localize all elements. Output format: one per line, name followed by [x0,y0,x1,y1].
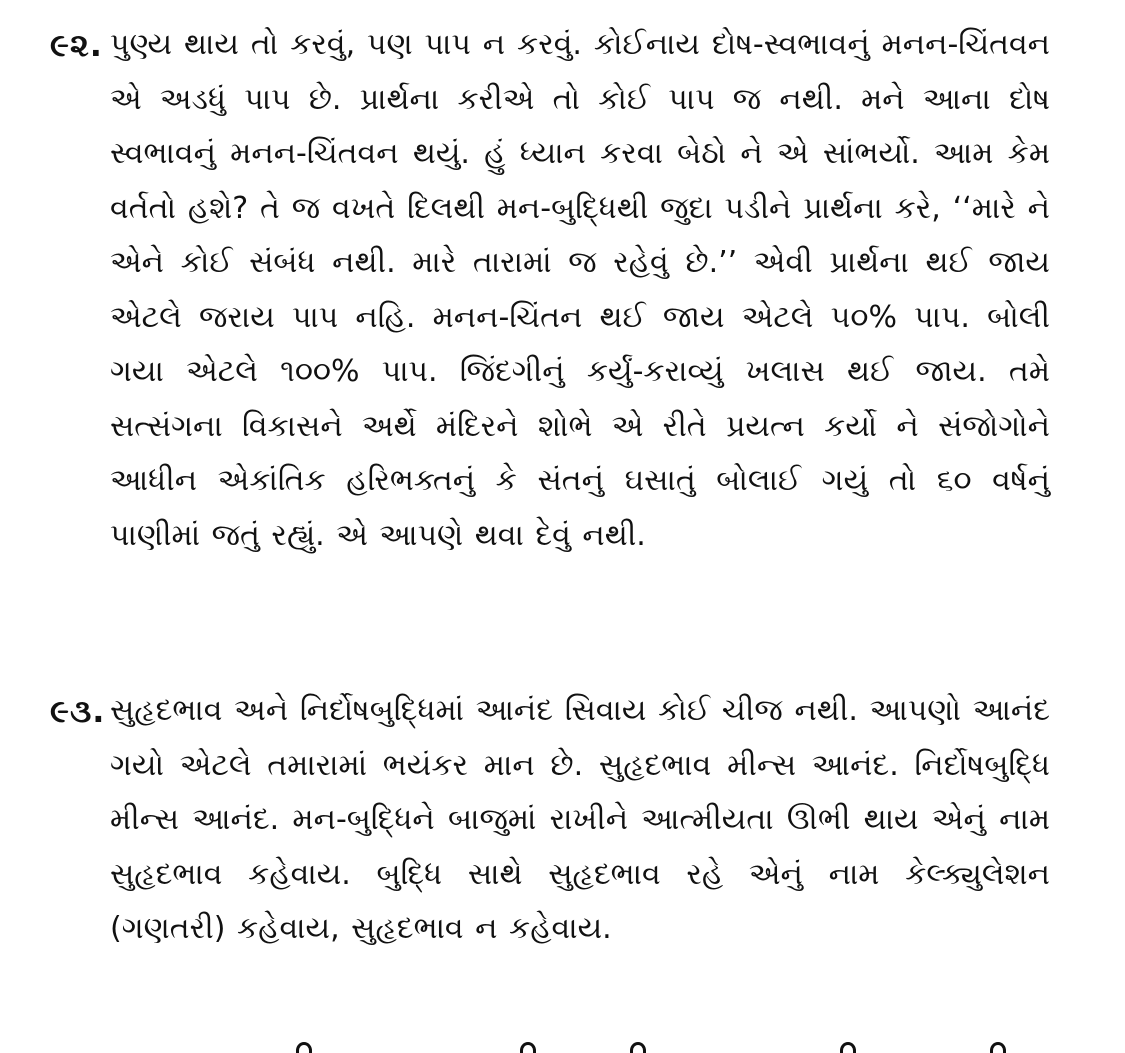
paragraph-number: ૯૩. [50,692,106,730]
paragraph-text: પુણ્ય થાય તો કરવું, પણ પાપ ન કરવું. કોઈનાય દોષ-સ્વભાવનું મનન-ચિંતવન એ અડધું પાપ છે. પ્રાર્થના કરીએ તો કોઈ પાપ જ નથી. મને આના દોષ સ્વભાવનું મનન-ચિંતવન થયું. હું ધ્યાન કરવા બેઠો ને એ સાંભર્યો. આમ કેમ વર્તતો હશે? તે જ વખતે દિલથી મન-બુદ્ધિથી જુદા પડીને પ્રાર્થના કરે, ‘‘મારે ને એને કોઈ સંબંધ નથી. મારે તારામાં જ રહેવું છે.’’ એવી પ્રાર્થના થઈ જાય એટલે જરાય પાપ નહિ. મનન-ચિંતન થઈ જાય એટલે ૫૦% પાપ. બોલી ગયા એટલે ૧૦૦% પાપ. જિંદગીનું કર્યું-કરાવ્યું ખલાસ થઈ જાય. તમે સત્સંગના વિકાસને અર્થે મંદિરને શોભે એ રીતે પ્રયત્ન કર્યો ને સંજોગોને આધીન એકાંતિક હરિભક્તનું કે સંતનું ઘસાતું બોલાઈ ગયું તો ૬૦ વર્ષનું પાણીમાં જતું રહ્યું. એ આપણે થવા દેવું નથી. [110,27,1050,553]
paragraph-number: ૯૨. [50,26,103,64]
paragraph-text: સુહૃદભાવ અને નિર્દોષબુદ્ધિમાં આનંદ સિવાય કોઈ ચીજ નથી. આપણો આનંદ ગયો એટલે તમારામાં ભયંકર માન છે. સુહૃદભાવ મીન્સ આનંદ. નિર્દોષબુદ્ધિ મીન્સ આનંદ. મન-બુદ્ધિને બાજુમાં રાખીને આત્મીયતા ઊભી થાય એનું નામ સુહૃદભાવ કહેવાય. બુદ્ધિ સાથે સુહૃદભાવ રહે એનું નામ કેલ્ક્યુલેશન (ગણતરી) કહેવાય, સુહૃદભાવ ન કહેવાય. [110,693,1050,946]
cropped-glyph [630,1042,646,1053]
numbered-paragraph-92 [50,18,1050,563]
cropped-next-line [110,1036,1010,1053]
cropped-glyph [520,1042,536,1053]
numbered-paragraph-93 [50,684,1050,957]
cropped-glyph [840,1042,856,1053]
cropped-glyph [296,1042,312,1053]
cropped-glyph [990,1042,1006,1053]
